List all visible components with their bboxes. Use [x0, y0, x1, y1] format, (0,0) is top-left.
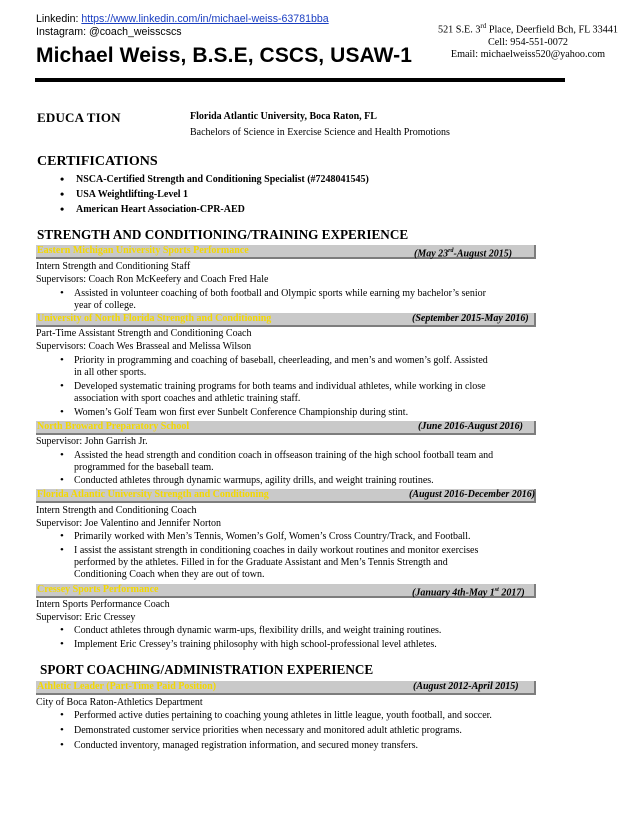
sc-experience-heading: STRENGTH AND CONDITIONING/TRAINING EXPERIENCE	[37, 227, 409, 242]
job-supervisor: Supervisors: Coach Ron McKeefery and Coach Fred Hale	[36, 274, 269, 285]
job-duties	[38, 288, 558, 312]
certifications-list	[38, 172, 598, 217]
job-organization: North Broward Preparatory School	[37, 421, 190, 432]
header-divider	[35, 78, 565, 82]
bullet-icon: •	[60, 739, 64, 751]
duty-item: • Assisted the head strength and condition coach in offseason training of the high school football team and programmed for the baseball team.	[60, 449, 494, 473]
sport-experience-heading: SPORT COACHING/ADMINISTRATION EXPERIENCE	[40, 662, 374, 677]
cell-line: Cell: 954-551-0072	[487, 36, 569, 48]
bullet-icon: •	[60, 638, 64, 650]
job-supervisor: Supervisor: John Garrish Jr.	[36, 436, 148, 447]
bullet-icon: •	[60, 406, 64, 418]
job-duties	[38, 531, 558, 581]
duty-item: • Priority in programming and coaching of baseball, cheerleading, and men’s and women’s golf. Assisted in all other sports.	[60, 354, 488, 378]
duty-item: • Conducted inventory, managed registration information, and secured money transfers.	[60, 739, 418, 751]
certification-item: • NSCA-Certified Strength and Conditioning Specialist (#7248041545)	[60, 172, 369, 186]
duty-item: • I assist the assistant strength in conditioning coaches in daily workout routines and monitor exercises performed by the athletes. Filled in for the Graduate Assistant and Men’s Tennis Strength and Conditioning Coach when they are out of town.	[60, 544, 479, 580]
education-degree: Bachelors of Science in Exercise Science and Health Promotions	[190, 127, 450, 138]
duty-item: • Primarily worked with Men’s Tennis, Women’s Golf, Women’s Cross Country/Track, and Football.	[60, 530, 471, 542]
job-supervisor: Supervisors: Coach Wes Brasseal and Melissa Wilson	[36, 341, 252, 352]
bullet-icon: •	[60, 474, 64, 486]
social-contact	[36, 13, 329, 39]
address-contact	[420, 20, 636, 62]
certification-item: • USA Weightlifting-Level 1	[60, 187, 189, 201]
bullet-icon: •	[60, 449, 64, 461]
bullet-icon: •	[60, 709, 64, 721]
instagram-line: Instagram: @coach_weisscscs	[36, 26, 182, 38]
address-line: 521 S.E. 3rd Place, Deerfield Bch, FL 33441	[437, 22, 619, 36]
linkedin-line	[36, 13, 329, 26]
job-dates: (June 2016-August 2016)	[418, 421, 524, 432]
bullet-icon: •	[60, 202, 65, 216]
job-organization: University of North Florida Strength and Conditioning	[37, 313, 272, 324]
bullet-icon: •	[60, 380, 64, 392]
job-bar	[36, 489, 536, 503]
linkedin-link[interactable]: https://www.linkedin.com/in/michael-weiss-63781bba	[81, 13, 329, 25]
job-duties	[38, 450, 558, 487]
bullet-icon: •	[60, 354, 64, 366]
job-organization: Eastern Michigan University Sports Performance	[37, 245, 249, 256]
duty-item: • Developed systematic training programs for both teams and individual athletes, while working in close association with sport coaches and athletic training staff.	[60, 380, 486, 404]
job-bar	[36, 245, 536, 259]
candidate-name: Michael Weiss, B.S.E, CSCS, USAW-1	[36, 44, 413, 67]
job-dates: (May 23rd-August 2015)	[414, 248, 513, 260]
job-bar	[36, 421, 536, 435]
certification-item: • American Heart Association-CPR-AED	[60, 202, 245, 216]
job-dates: (September 2015-May 2016)	[412, 313, 529, 324]
job-bar	[36, 584, 536, 598]
job-organization: Cressey Sports Performance	[37, 584, 159, 595]
bullet-icon: •	[60, 724, 64, 736]
bullet-icon: •	[60, 544, 64, 556]
job-title: Intern Strength and Conditioning Staff	[36, 261, 191, 272]
bullet-icon: •	[60, 530, 64, 542]
job-organization: Florida Atlantic University Strength and Conditioning	[37, 489, 269, 500]
certifications-heading: CERTIFICATIONS	[37, 154, 158, 169]
bullet-icon: •	[60, 172, 65, 186]
job-bar	[36, 681, 536, 695]
job-bar	[36, 313, 536, 327]
job-title: Intern Sports Performance Coach	[36, 599, 170, 610]
duty-item: • Conducted athletes through dynamic warmups, agility drills, and weight training routines.	[60, 474, 434, 486]
linkedin-label: Linkedin:	[36, 13, 82, 25]
job-duties	[38, 710, 558, 752]
job-title: Intern Strength and Conditioning Coach	[36, 505, 197, 516]
email-line: Email: michaelweiss520@yahoo.com	[450, 49, 606, 61]
job-title: Part-Time Assistant Strength and Conditioning Coach	[36, 328, 252, 339]
job-organization: Athletic Leader (Part-Time Paid Position)	[37, 681, 217, 692]
job-supervisor: Supervisor: Joe Valentino and Jennifer Norton	[36, 518, 222, 529]
duty-item: • Demonstrated customer service priorities when necessary and monitored adult athletic programs.	[60, 724, 462, 736]
education-heading: EDUCA TION	[37, 110, 121, 125]
duty-item: • Performed active duties pertaining to coaching young athletes in little league, youth football, and soccer.	[60, 709, 492, 721]
duty-item: • Women’s Golf Team won first ever Sunbelt Conference Championship during stint.	[60, 406, 409, 418]
job-title: City of Boca Raton-Athletics Department	[36, 697, 203, 708]
duty-item: • Assisted in volunteer coaching of both football and Olympic sports while earning my bachelor’s senior year of college.	[60, 287, 486, 311]
bullet-icon: •	[60, 187, 65, 201]
job-supervisor: Supervisor: Eric Cressey	[36, 612, 136, 623]
education-school: Florida Atlantic University, Boca Raton, FL	[190, 111, 377, 122]
job-duties	[38, 625, 558, 651]
job-dates: (January 4th-May 1st 2017)	[412, 587, 525, 599]
job-duties	[38, 355, 558, 419]
job-dates: (August 2012-April 2015)	[413, 681, 519, 692]
bullet-icon: •	[60, 624, 64, 636]
bullet-icon: •	[60, 287, 64, 299]
duty-item: • Implement Eric Cressey’s training philosophy with high school-professional level athletes.	[60, 638, 437, 650]
duty-item: • Conduct athletes through dynamic warm-ups, flexibility drills, and weight training routines.	[60, 624, 442, 636]
job-dates: (August 2016-December 2016)	[409, 489, 536, 500]
